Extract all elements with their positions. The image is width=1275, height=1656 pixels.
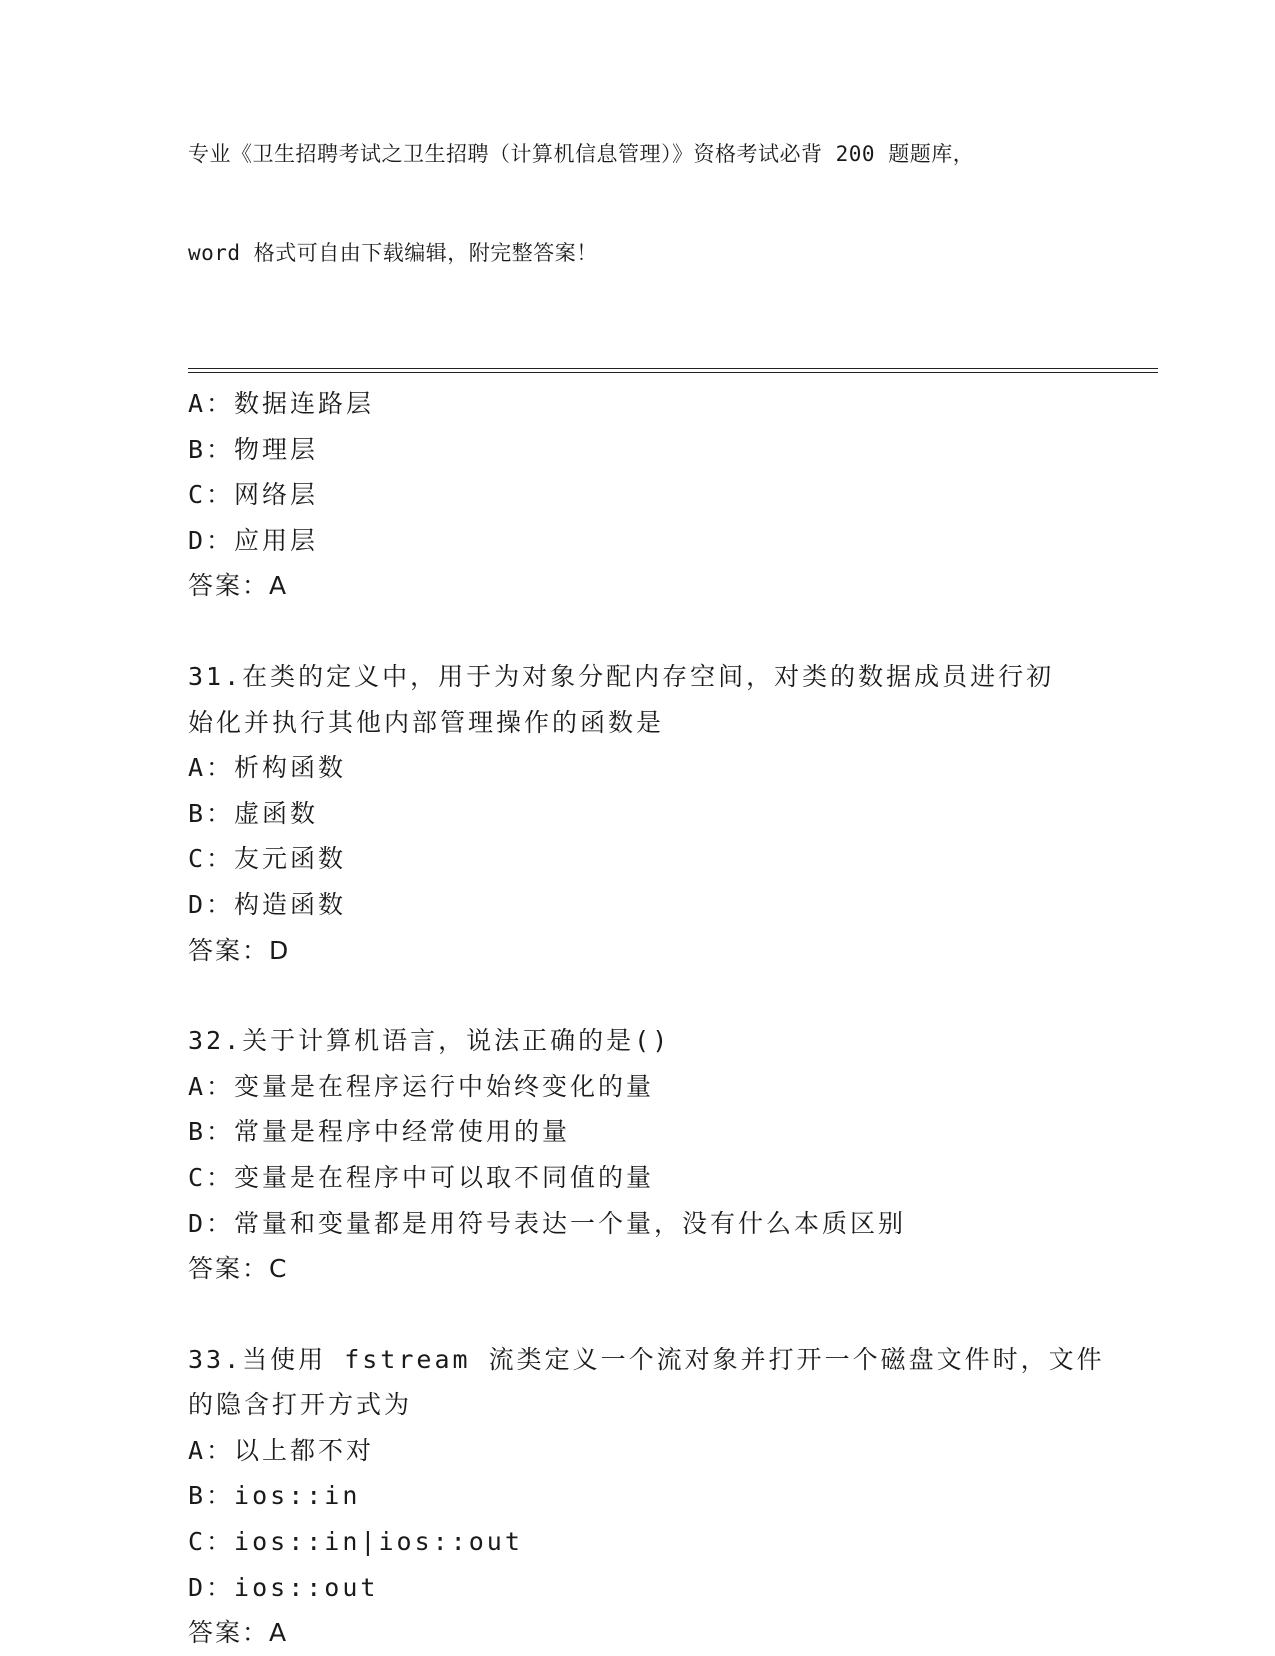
- option-b: B：常量是程序中经常使用的量: [188, 1117, 571, 1147]
- document-header: [188, 72, 1158, 336]
- question-text: 的隐含打开方式为: [188, 1390, 413, 1420]
- option-a: A：析构函数: [188, 753, 347, 783]
- question-text: 始化并执行其他内部管理操作的函数是: [188, 707, 665, 737]
- option-d: D：ios::out: [188, 1572, 379, 1602]
- question-33: [188, 1337, 1158, 1656]
- question-text: 31.在类的定义中，用于为对象分配内存空间，对类的数据成员进行初: [188, 661, 1055, 691]
- answer: 答案：A: [188, 571, 289, 601]
- answer: 答案：A: [188, 1618, 289, 1648]
- option-d: D：常量和变量都是用符号表达一个量，没有什么本质区别: [188, 1208, 907, 1238]
- header-line-1: 专业《卫生招聘考试之卫生招聘（计算机信息管理）》资格考试必背 200 题题库，: [188, 142, 975, 166]
- option-c: C：友元函数: [188, 844, 347, 874]
- answer: 答案：C: [188, 1254, 289, 1284]
- header-line-2: word 格式可自由下载编辑，附完整答案！: [188, 241, 598, 265]
- option-d: D：应用层: [188, 525, 319, 555]
- document-page: [188, 72, 1158, 1656]
- option-d: D：构造函数: [188, 889, 347, 919]
- question-31: [188, 654, 1158, 973]
- option-c: C：变量是在程序中可以取不同值的量: [188, 1162, 655, 1192]
- option-b: B：ios::in: [188, 1481, 361, 1511]
- question-list: [188, 381, 1158, 1656]
- answer: 答案：D: [188, 935, 291, 965]
- question-32: [188, 1018, 1158, 1292]
- option-c: C：ios::in|ios::out: [188, 1527, 523, 1557]
- option-a: A：变量是在程序运行中始终变化的量: [188, 1071, 655, 1101]
- option-c: C：网络层: [188, 480, 319, 510]
- question-fragment: [188, 381, 1158, 609]
- question-text: 33.当使用 fstream 流类定义一个流对象并打开一个磁盘文件时，文件: [188, 1344, 1105, 1374]
- option-a: A：数据连路层: [188, 389, 375, 418]
- option-a: A：以上都不对: [188, 1435, 375, 1465]
- question-text: 32.关于计算机语言，说法正确的是(): [188, 1026, 671, 1056]
- option-b: B：虚函数: [188, 798, 319, 828]
- header-divider: [188, 368, 1158, 373]
- option-b: B：物理层: [188, 434, 319, 464]
